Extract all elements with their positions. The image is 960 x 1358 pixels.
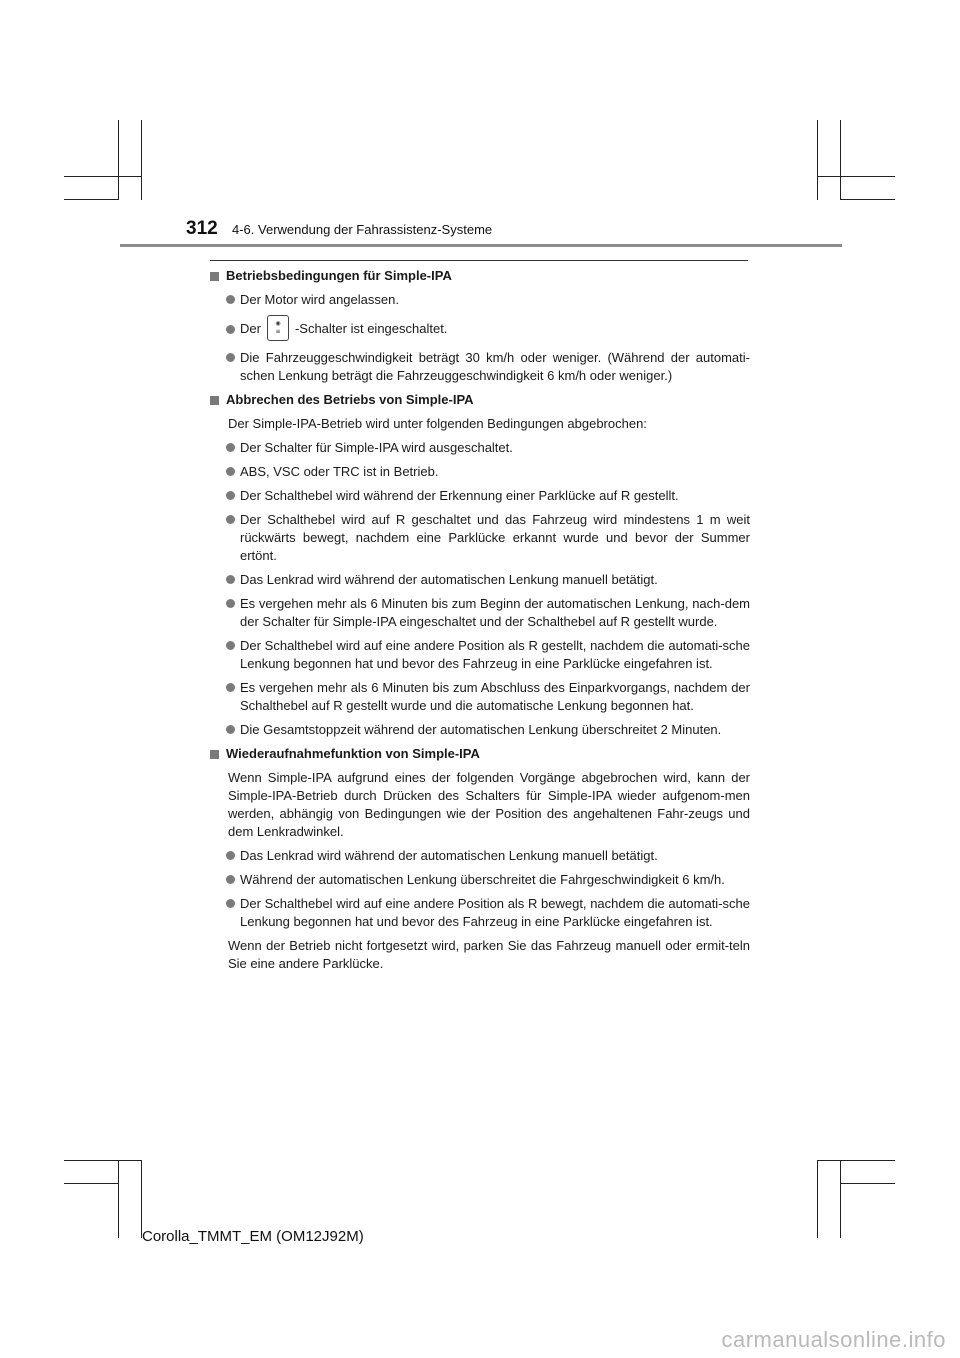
- round-bullet-icon: [226, 683, 235, 692]
- crop-mark: [141, 1160, 142, 1238]
- crop-mark: [817, 176, 895, 177]
- list-item-text: Der Schalthebel wird auf eine andere Position als R bewegt, nachdem die automati-sche Lenkung begonnen hat und bevor des Fahrzeug in eine Parklücke eingefahren ist.: [240, 896, 750, 929]
- square-bullet-icon: [210, 750, 219, 759]
- crop-mark: [840, 199, 895, 200]
- section-heading-text: Betriebsbedingungen für Simple-IPA: [226, 268, 452, 283]
- section-outro: Wenn der Betrieb nicht fortgesetzt wird, parken Sie das Fahrzeug manuell oder ermit-teln Sie eine andere Parklücke.: [228, 938, 750, 971]
- list-item-text: Das Lenkrad wird während der automatischen Lenkung manuell betätigt.: [240, 848, 658, 863]
- crop-mark: [64, 1160, 142, 1161]
- list-item-text: Der Schalter für Simple-IPA wird ausgeschaltet.: [240, 440, 513, 455]
- section-header: 4-6. Verwendung der Fahrassistenz-Systeme: [232, 222, 493, 237]
- list-item-text: Der Schalthebel wird während der Erkennung einer Parklücke auf R gestellt.: [240, 488, 679, 503]
- list-item: [210, 571, 750, 589]
- list-item: [210, 595, 750, 631]
- simple-ipa-switch-icon: ◉ ≡: [267, 315, 289, 341]
- crop-mark: [64, 199, 118, 200]
- list-item: [210, 679, 750, 715]
- list-item: [210, 895, 750, 931]
- crop-mark: [817, 1160, 818, 1238]
- icon-bullet-prefix: Der: [240, 321, 261, 336]
- round-bullet-icon: [226, 725, 235, 734]
- header-rule: [120, 244, 842, 247]
- round-bullet-icon: [226, 295, 235, 304]
- section-intro: Wenn Simple-IPA aufgrund eines der folgenden Vorgänge abgebrochen wird, kann der Simple-IPA-Betrieb durch Drücken des Schalters für Simple-IPA wieder aufgenom-men werden, abhängig von Bedingungen wie der Position des angehaltenen Fahr-zeugs und dem Lenkradwinkel.: [228, 770, 750, 839]
- list-item-text: Der Schalthebel wird auf R geschaltet und das Fahrzeug wird mindestens 1 m weit rückwärts bewegt, nachdem eine Parklücke erkannt wurde und bevor der Summer ertönt.: [240, 512, 750, 563]
- list-item-text: Die Gesamtstoppzeit während der automatischen Lenkung überschreitet 2 Minuten.: [240, 722, 722, 737]
- section-intro: Der Simple-IPA-Betrieb wird unter folgenden Bedingungen abgebrochen:: [228, 416, 647, 431]
- crop-mark: [118, 120, 119, 200]
- list-item-text: Es vergehen mehr als 6 Minuten bis zum Beginn der automatischen Lenkung, nach-dem der Schalter für Simple-IPA eingeschaltet und der Schalthebel auf R gestellt wurde.: [240, 596, 750, 629]
- square-bullet-icon: [210, 272, 219, 281]
- square-bullet-icon: [210, 396, 219, 405]
- list-item: [210, 463, 750, 481]
- round-bullet-icon: [226, 515, 235, 524]
- page-number: 312: [186, 218, 218, 239]
- footer-model: Corolla_TMMT_EM (OM12J92M): [142, 1228, 364, 1245]
- content-rule: [210, 260, 748, 261]
- crop-mark: [817, 120, 818, 200]
- section-heading-text: Abbrechen des Betriebs von Simple-IPA: [226, 392, 474, 407]
- list-item: [210, 847, 750, 865]
- list-item: [210, 439, 750, 457]
- crop-mark: [64, 176, 142, 177]
- list-item: [210, 349, 750, 385]
- round-bullet-icon: [226, 641, 235, 650]
- list-item-text: Die Fahrzeuggeschwindigkeit beträgt 30 km/h oder weniger. (Während der automati-schen Lenkung beträgt die Fahrzeuggeschwindigkeit 6 km/h oder weniger.): [240, 350, 750, 383]
- round-bullet-icon: [226, 325, 235, 334]
- section: [210, 267, 750, 385]
- round-bullet-icon: [226, 491, 235, 500]
- content-body: [210, 267, 750, 979]
- list-item-text: Der Motor wird angelassen.: [240, 292, 399, 307]
- round-bullet-icon: [226, 467, 235, 476]
- list-item-text: [228, 315, 750, 343]
- round-bullet-icon: [226, 599, 235, 608]
- round-bullet-icon: [226, 899, 235, 908]
- list-item-text: Das Lenkrad wird während der automatischen Lenkung manuell betätigt.: [240, 572, 658, 587]
- round-bullet-icon: [226, 575, 235, 584]
- round-bullet-icon: [226, 875, 235, 884]
- list-item-text: ABS, VSC oder TRC ist in Betrieb.: [240, 464, 439, 479]
- list-item: [210, 721, 750, 739]
- list-item: [210, 291, 750, 309]
- crop-mark: [840, 1160, 841, 1238]
- list-item: [210, 315, 750, 343]
- section: [210, 391, 750, 739]
- crop-mark: [141, 120, 142, 200]
- list-item-text: Es vergehen mehr als 6 Minuten bis zum Abschluss des Einparkvorgangs, nachdem der Schalthebel auf R gestellt wurde und die automatische Lenkung begonnen hat.: [240, 680, 750, 713]
- list-item: [210, 511, 750, 565]
- list-item-text: Während der automatischen Lenkung überschreitet die Fahrgeschwindigkeit 6 km/h.: [240, 872, 725, 887]
- crop-mark: [840, 120, 841, 200]
- crop-mark: [817, 1160, 895, 1161]
- crop-mark: [118, 1160, 119, 1238]
- list-item-text: Der Schalthebel wird auf eine andere Position als R gestellt, nachdem die automati-sche Lenkung begonnen hat und bevor des Fahrzeug in eine Parklücke eingefahren ist.: [240, 638, 750, 671]
- crop-mark: [64, 1183, 118, 1184]
- list-item: [210, 487, 750, 505]
- watermark: carmanualsonline.info: [721, 1327, 946, 1352]
- section-heading: [210, 391, 750, 409]
- crop-mark: [840, 1183, 895, 1184]
- section-heading: [210, 267, 750, 285]
- section-heading-text: Wiederaufnahmefunktion von Simple-IPA: [226, 746, 480, 761]
- section-heading: [210, 745, 750, 763]
- icon-bullet-suffix: -Schalter ist eingeschaltet.: [294, 321, 448, 336]
- round-bullet-icon: [226, 851, 235, 860]
- section: [210, 745, 750, 973]
- list-item: [210, 871, 750, 889]
- round-bullet-icon: [226, 443, 235, 452]
- list-item: [210, 637, 750, 673]
- round-bullet-icon: [226, 353, 235, 362]
